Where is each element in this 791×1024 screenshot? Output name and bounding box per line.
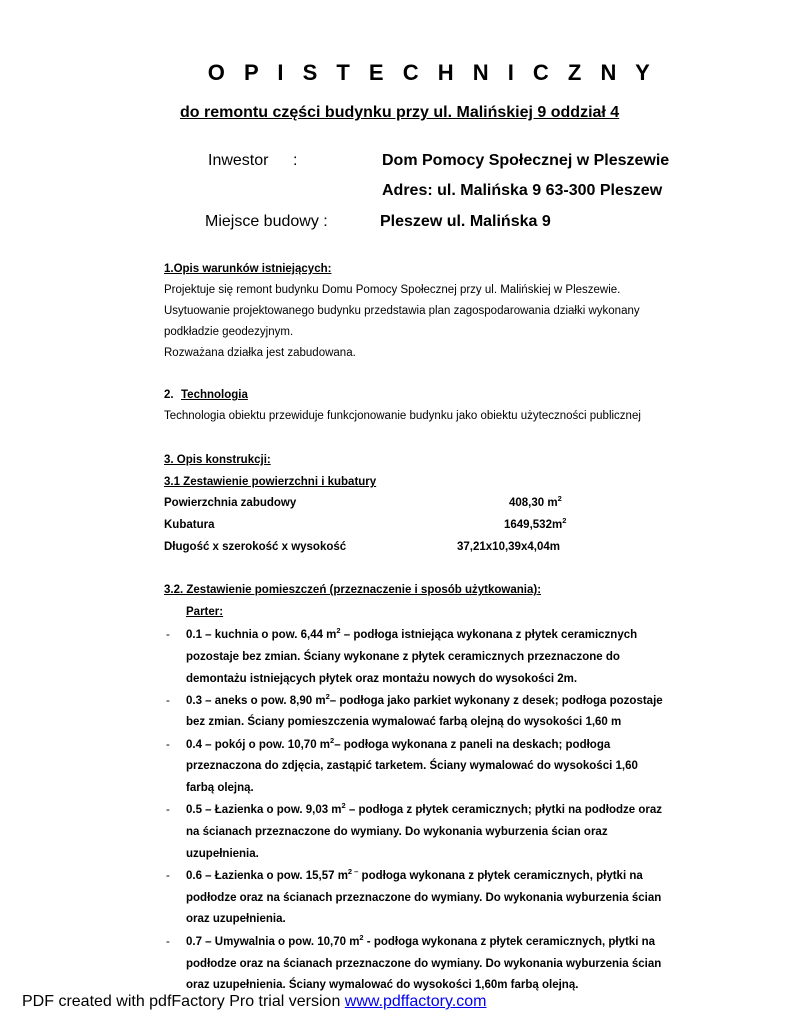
section1-heading: 1.Opis warunków istniejących: (164, 263, 332, 275)
room-item: 0.4 – pokój o pow. 10,70 $m^2-$ podłoga wykonana z paneli na deskach; podłoga (186, 736, 611, 751)
dimensions-value: 37,21x10,39x4,04m (457, 541, 560, 553)
investor-address: Adres: ul. Malińska 9 63-300 Pleszew (382, 182, 663, 199)
section3-1-heading: 3.1 Zestawienie powierzchni i kubatury (164, 476, 377, 488)
section1-line: Usytuowanie projektowanego budynku przedstawia plan zagospodarowania działki wykonany (164, 305, 640, 317)
section3-heading: 3. Opis konstrukcji: (164, 454, 271, 466)
bullet-dash: - (166, 739, 170, 751)
room-item: 0.7 – Umywalnia o pow. 10,70 $m^2$ - podłoga wykonana z płytek ceramicznych, płytki na (186, 933, 656, 948)
document-subtitle: do remontu części budynku przy ul. Malińskiej 9 oddział 4 (180, 104, 620, 121)
bullet-dash: - (166, 936, 170, 948)
room-item: 0.3 – aneks o pow. 8,90 $m^2-$ podłoga jako parkiet wykonany z desek; podłoga pozostaje (186, 692, 663, 707)
volume-label: Kubatura (164, 519, 215, 531)
room-item: 0.1 – kuchnia o pow. 6,44 $m^2$ – podłoga istniejąca wykonana z płytek ceramicznych (186, 626, 638, 641)
room-item-line: na ścianach przeznaczone do wymiany. Do wykonania wyburzenia ścian oraz (186, 826, 608, 838)
pdf-footer (22, 993, 486, 1011)
dimensions-label: Długość x szerokość x wysokość (164, 541, 347, 553)
room-item-line: farbą olejną. (186, 782, 254, 794)
section2-heading: Technologia (181, 389, 248, 401)
section1-line: Rozważana działka jest zabudowana. (164, 347, 356, 359)
section1-line: podkładzie geodezyjnym. (164, 326, 294, 338)
room-item-line: podłodze oraz na ścianach przeznaczone do wymiany. Do wykonania wyburzenia ścian (186, 958, 662, 970)
site-label: Miejsce budowy : (205, 213, 328, 230)
room-item-line: bez zmian. Ściany pomieszczenia wymalować farbą olejną do wysokości 1,60 m (186, 716, 622, 728)
section2-number: 2. (164, 389, 174, 401)
investor-colon: : (293, 152, 298, 169)
area-value: 408,30 $m^2$ (509, 494, 562, 509)
footer-text: PDF created with pdfFactory Pro trial version (22, 993, 345, 1010)
volume-value: $1649,532m^2$ (504, 516, 567, 531)
bullet-dash: - (166, 695, 170, 707)
section2-line: Technologia obiektu przewiduje funkcjonowanie budynku jako obiektu użyteczności publicznej (164, 410, 641, 422)
room-item: 0.6 – Łazienka o pow. 15,57 $m^{2 -}$ podłoga wykonana z płytek ceramicznych, płytki na (186, 867, 643, 882)
room-item: 0.5 – Łazienka o pow. 9,03 $m^2$ – podłoga z płytek ceramicznych; płytki na podłodze oraz (186, 801, 663, 816)
area-label: Powierzchnia zabudowy (164, 497, 297, 509)
bullet-dash: - (166, 804, 170, 816)
room-item-line: oraz uzupełnienia. Ściany wymalować do wysokości 1,60m farbą olejną. (186, 979, 579, 991)
document-title: O P I S T E C H N I C Z N Y (207, 60, 657, 85)
section3-2-heading: 3.2. Zestawienie pomieszczeń (przeznaczenie i sposób użytkowania): (164, 584, 542, 596)
room-item-line: oraz uzupełnienia. (186, 913, 286, 925)
section1-line: Projektuje się remont budynku Domu Pomocy Społecznej przy ul. Malińskiej w Pleszewie. (164, 284, 621, 296)
investor-label: Inwestor (208, 152, 269, 169)
footer-link[interactable]: www.pdffactory.com (344, 993, 487, 1010)
bullet-dash: - (166, 870, 170, 882)
room-item-line: podłodze oraz na ścianach przeznaczone do wymiany. Do wykonania wyburzenia ścian (186, 892, 662, 904)
bullet-dash: - (166, 629, 170, 641)
room-item-line: uzupełnienia. (186, 848, 259, 860)
parter-heading: Parter: (186, 606, 224, 618)
room-item-line: demontażu istniejących płytek oraz montażu nowych do wysokości 2m. (186, 673, 578, 685)
room-item-line: przeznaczona do zdjęcia, zastąpić tarketem. Ściany wymalować do wysokości 1,60 (186, 760, 638, 772)
site-value: Pleszew ul. Malińska 9 (380, 213, 551, 230)
investor-name: Dom Pomocy Społecznej w Pleszewie (382, 152, 670, 169)
room-item-line: pozostaje bez zmian. Ściany wykonane z płytek ceramicznych przeznaczone do (186, 651, 620, 663)
